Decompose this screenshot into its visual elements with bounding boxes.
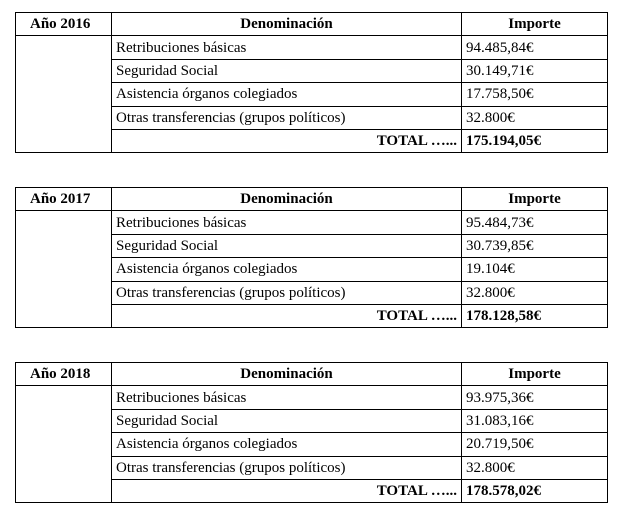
budget-table-2017: [15, 187, 608, 328]
row-label: Otras transferencias (grupos políticos): [112, 281, 462, 304]
total-amount: 178.578,02€: [462, 479, 608, 502]
row-label: Asistencia órganos colegiados: [112, 258, 462, 281]
row-amount: 31.083,16€: [462, 409, 608, 432]
importe-header: Importe: [462, 188, 608, 211]
row-amount: 30.739,85€: [462, 234, 608, 257]
row-label: Retribuciones básicas: [112, 36, 462, 59]
row-amount: 32.800€: [462, 106, 608, 129]
row-amount: 94.485,84€: [462, 36, 608, 59]
table-header-row: [16, 188, 608, 211]
row-amount: 93.975,36€: [462, 386, 608, 409]
total-amount: 175.194,05€: [462, 129, 608, 152]
total-label: TOTAL …...: [112, 479, 462, 502]
row-amount: 32.800€: [462, 281, 608, 304]
year-blank-cell: [16, 386, 112, 503]
row-label: Asistencia órganos colegiados: [112, 83, 462, 106]
year-header: Año 2016: [16, 13, 112, 36]
importe-header: Importe: [462, 363, 608, 386]
table-header-row: [16, 363, 608, 386]
row-amount: 20.719,50€: [462, 433, 608, 456]
row-amount: 19.104€: [462, 258, 608, 281]
row-label: Retribuciones básicas: [112, 211, 462, 234]
denominacion-header: Denominación: [112, 13, 462, 36]
total-label: TOTAL …...: [112, 304, 462, 327]
table-row: [16, 36, 608, 59]
year-blank-cell: [16, 211, 112, 328]
year-header: Año 2018: [16, 363, 112, 386]
row-amount: 17.758,50€: [462, 83, 608, 106]
table-header-row: [16, 13, 608, 36]
row-label: Otras transferencias (grupos políticos): [112, 456, 462, 479]
row-amount: 32.800€: [462, 456, 608, 479]
row-label: Seguridad Social: [112, 59, 462, 82]
table-row: [16, 211, 608, 234]
denominacion-header: Denominación: [112, 363, 462, 386]
row-label: Seguridad Social: [112, 409, 462, 432]
row-label: Seguridad Social: [112, 234, 462, 257]
total-amount: 178.128,58€: [462, 304, 608, 327]
row-amount: 30.149,71€: [462, 59, 608, 82]
budget-table-2016: [15, 12, 608, 153]
year-header: Año 2017: [16, 188, 112, 211]
importe-header: Importe: [462, 13, 608, 36]
year-blank-cell: [16, 36, 112, 153]
table-row: [16, 386, 608, 409]
row-label: Retribuciones básicas: [112, 386, 462, 409]
row-amount: 95.484,73€: [462, 211, 608, 234]
budget-table-2018: [15, 362, 608, 503]
total-label: TOTAL …...: [112, 129, 462, 152]
denominacion-header: Denominación: [112, 188, 462, 211]
row-label: Asistencia órganos colegiados: [112, 433, 462, 456]
row-label: Otras transferencias (grupos políticos): [112, 106, 462, 129]
